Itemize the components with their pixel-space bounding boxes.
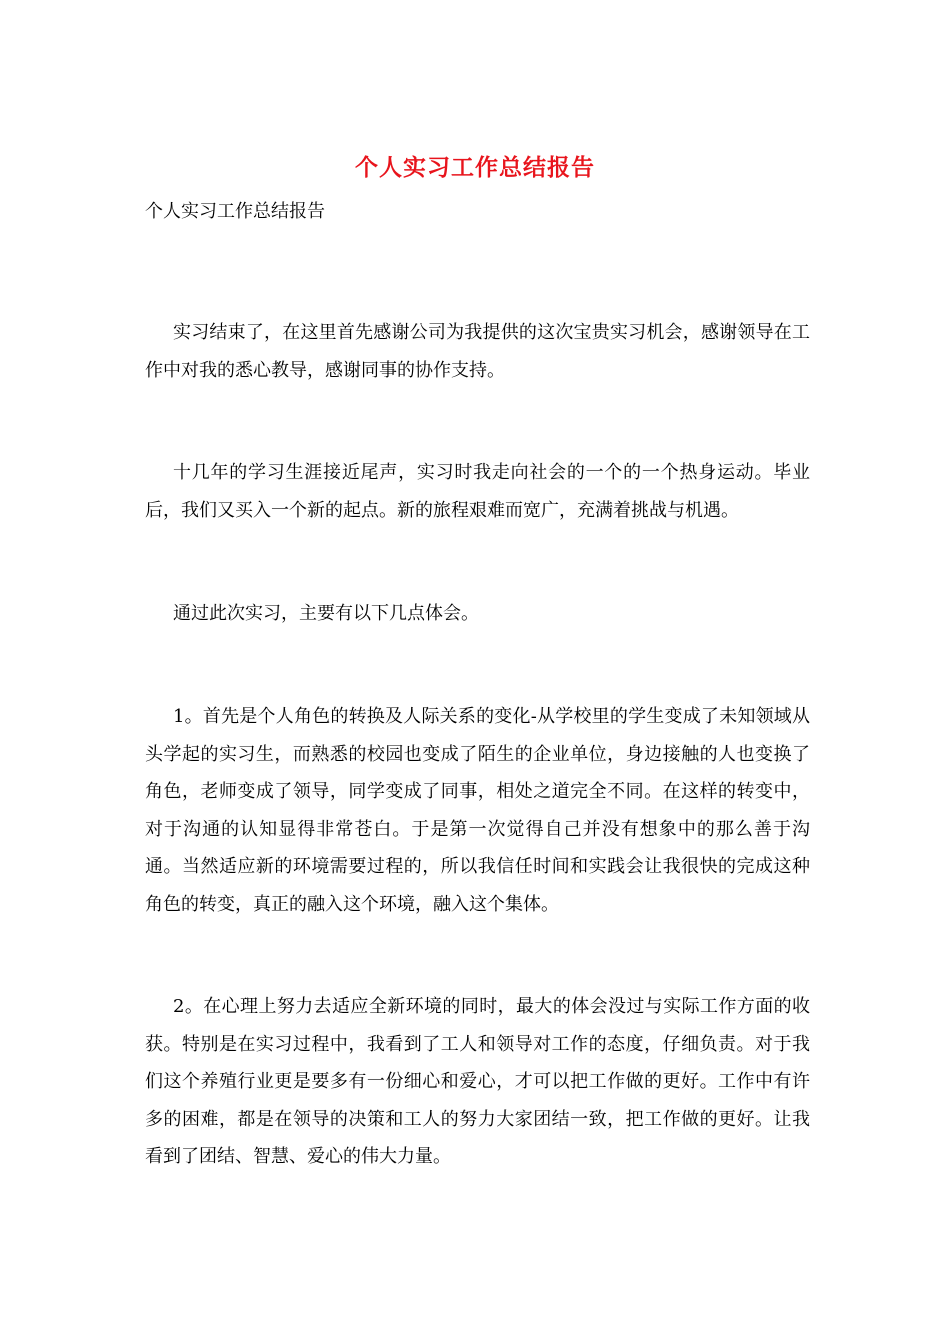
paragraph-point-1: 1。首先是个人角色的转换及人际关系的变化-从学校里的学生变成了未知领域从头学起的实习生，而熟悉的校园也变成了陌生的企业单位，身边接触的人也变换了角色，老师变成了领导，同学变成了同事，相处之道完全不同。在这样的转变中，对于沟通的认知显得非常苍白。于是第一次觉得自己并没有想象中的那么善于沟通。当然适应新的环境需要过程的，所以我信任时间和实践会让我很快的完成这种角色的转变，真正的融入这个环境，融入这个集体。 (145, 706, 810, 915)
paragraph-lead-in: 通过此次实习，主要有以下几点体会。 (173, 603, 479, 624)
paragraph-point-2: 2。在心理上努力去适应全新环境的同时，最大的体会没过与实际工作方面的收获。特别是在实习过程中，我看到了工人和领导对工作的态度，仔细负责。对于我们这个养殖行业更是要多有一份细心和爱心，才可以把工作做的更好。工作中有许多的困难，都是在领导的决策和工人的努力大家团结一致，把工作做的更好。让我看到了团结、智慧、爱心的伟大力量。 (145, 996, 810, 1167)
paragraph-background: 十几年的学习生涯接近尾声，实习时我走向社会的一个的一个热身运动。毕业后，我们又买入一个新的起点。新的旅程艰难而宽广，充满着挑战与机遇。 (145, 462, 810, 521)
document-subtitle: 个人实习工作总结报告 (145, 201, 325, 222)
paragraph-intro: 实习结束了，在这里首先感谢公司为我提供的这次宝贵实习机会，感谢领导在工作中对我的悉心教导，感谢同事的协作支持。 (145, 322, 810, 381)
document-title: 个人实习工作总结报告 (355, 154, 595, 181)
